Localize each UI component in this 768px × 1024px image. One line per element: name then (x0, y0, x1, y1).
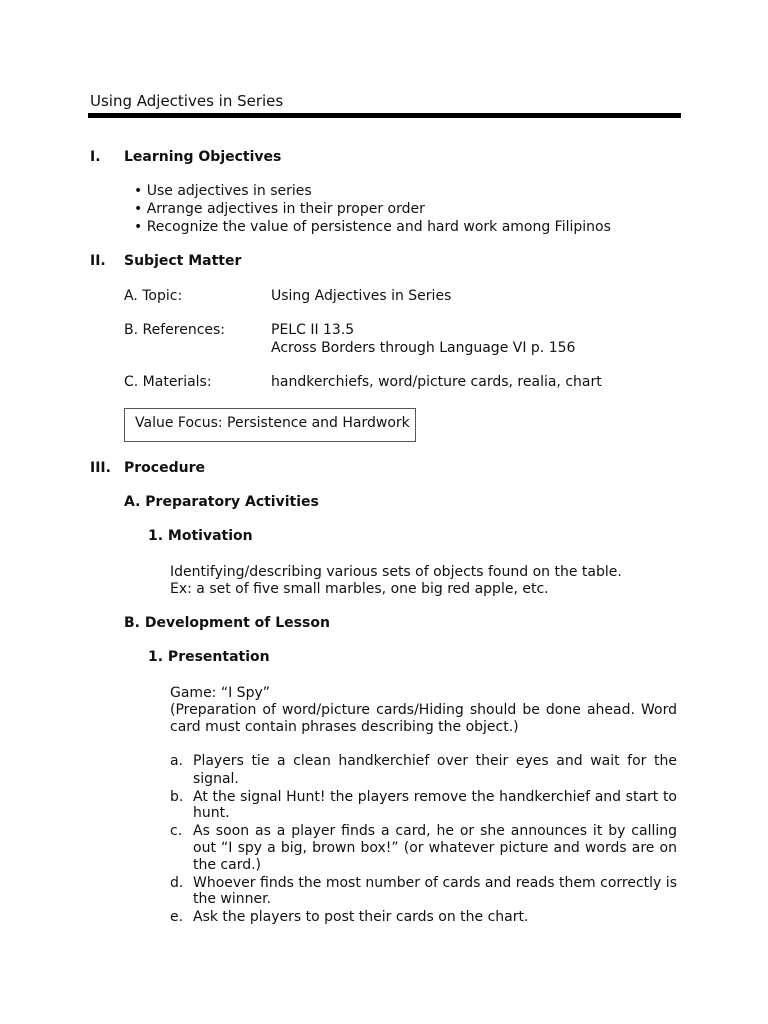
step-text: hunt. (193, 805, 230, 821)
step-label: e. (170, 909, 184, 925)
reference-value: PELC II 13.5 (271, 322, 355, 338)
objective-bullet: • Recognize the value of persistence and hard work among Filipinos (134, 219, 611, 235)
materials-value: handkerchiefs, word/picture cards, realia, chart (271, 374, 602, 390)
value-focus-box (124, 408, 416, 442)
references-label: B. References: (124, 322, 226, 338)
section-3-number: III. (90, 460, 111, 476)
step-text: At the signal Hunt! the players remove the handkerchief and start to (193, 789, 677, 805)
motivation-text: Identifying/describing various sets of objects found on the table. (170, 564, 622, 580)
section-2-number: II. (90, 253, 106, 269)
objective-bullet: • Arrange adjectives in their proper order (134, 201, 425, 217)
step-text: signal. (193, 771, 239, 787)
document-title: Using Adjectives in Series (90, 92, 284, 110)
section-2-title: Subject Matter (124, 253, 242, 269)
game-note: (Preparation of word/picture cards/Hiding should be done ahead. Word (170, 702, 677, 718)
step-text: the card.) (193, 857, 262, 873)
title-rule (88, 113, 681, 118)
game-note: card must contain phrases describing the object.) (170, 719, 519, 735)
step-label: b. (170, 789, 184, 805)
presentation-heading: 1. Presentation (148, 649, 270, 665)
topic-value: Using Adjectives in Series (271, 288, 452, 304)
step-label: a. (170, 753, 184, 769)
step-text: out “I spy a big, brown box!” (or whatever picture and words are on (193, 840, 677, 856)
step-text: Whoever finds the most number of cards and reads them correctly is (193, 875, 677, 891)
step-text: Ask the players to post their cards on the chart. (193, 909, 529, 925)
game-title: Game: “I Spy” (170, 685, 270, 701)
preparatory-activities-heading: A. Preparatory Activities (124, 494, 319, 510)
motivation-heading: 1. Motivation (148, 528, 253, 544)
step-text: the winner. (193, 891, 272, 907)
section-1-title: Learning Objectives (124, 149, 282, 165)
section-1-number: I. (90, 149, 101, 165)
step-text: As soon as a player finds a card, he or she announces it by calling (193, 823, 677, 839)
objective-bullet: • Use adjectives in series (134, 183, 312, 199)
step-text: Players tie a clean handkerchief over their eyes and wait for the (193, 753, 677, 769)
value-focus-text: Value Focus: Persistence and Hardwork (135, 415, 410, 431)
section-3-title: Procedure (124, 460, 205, 476)
reference-value: Across Borders through Language VI p. 156 (271, 340, 576, 356)
development-heading: B. Development of Lesson (124, 615, 330, 631)
motivation-text: Ex: a set of five small marbles, one big red apple, etc. (170, 581, 549, 597)
materials-label: C. Materials: (124, 374, 212, 390)
topic-label: A. Topic: (124, 288, 183, 304)
step-label: c. (170, 823, 183, 839)
step-label: d. (170, 875, 184, 891)
